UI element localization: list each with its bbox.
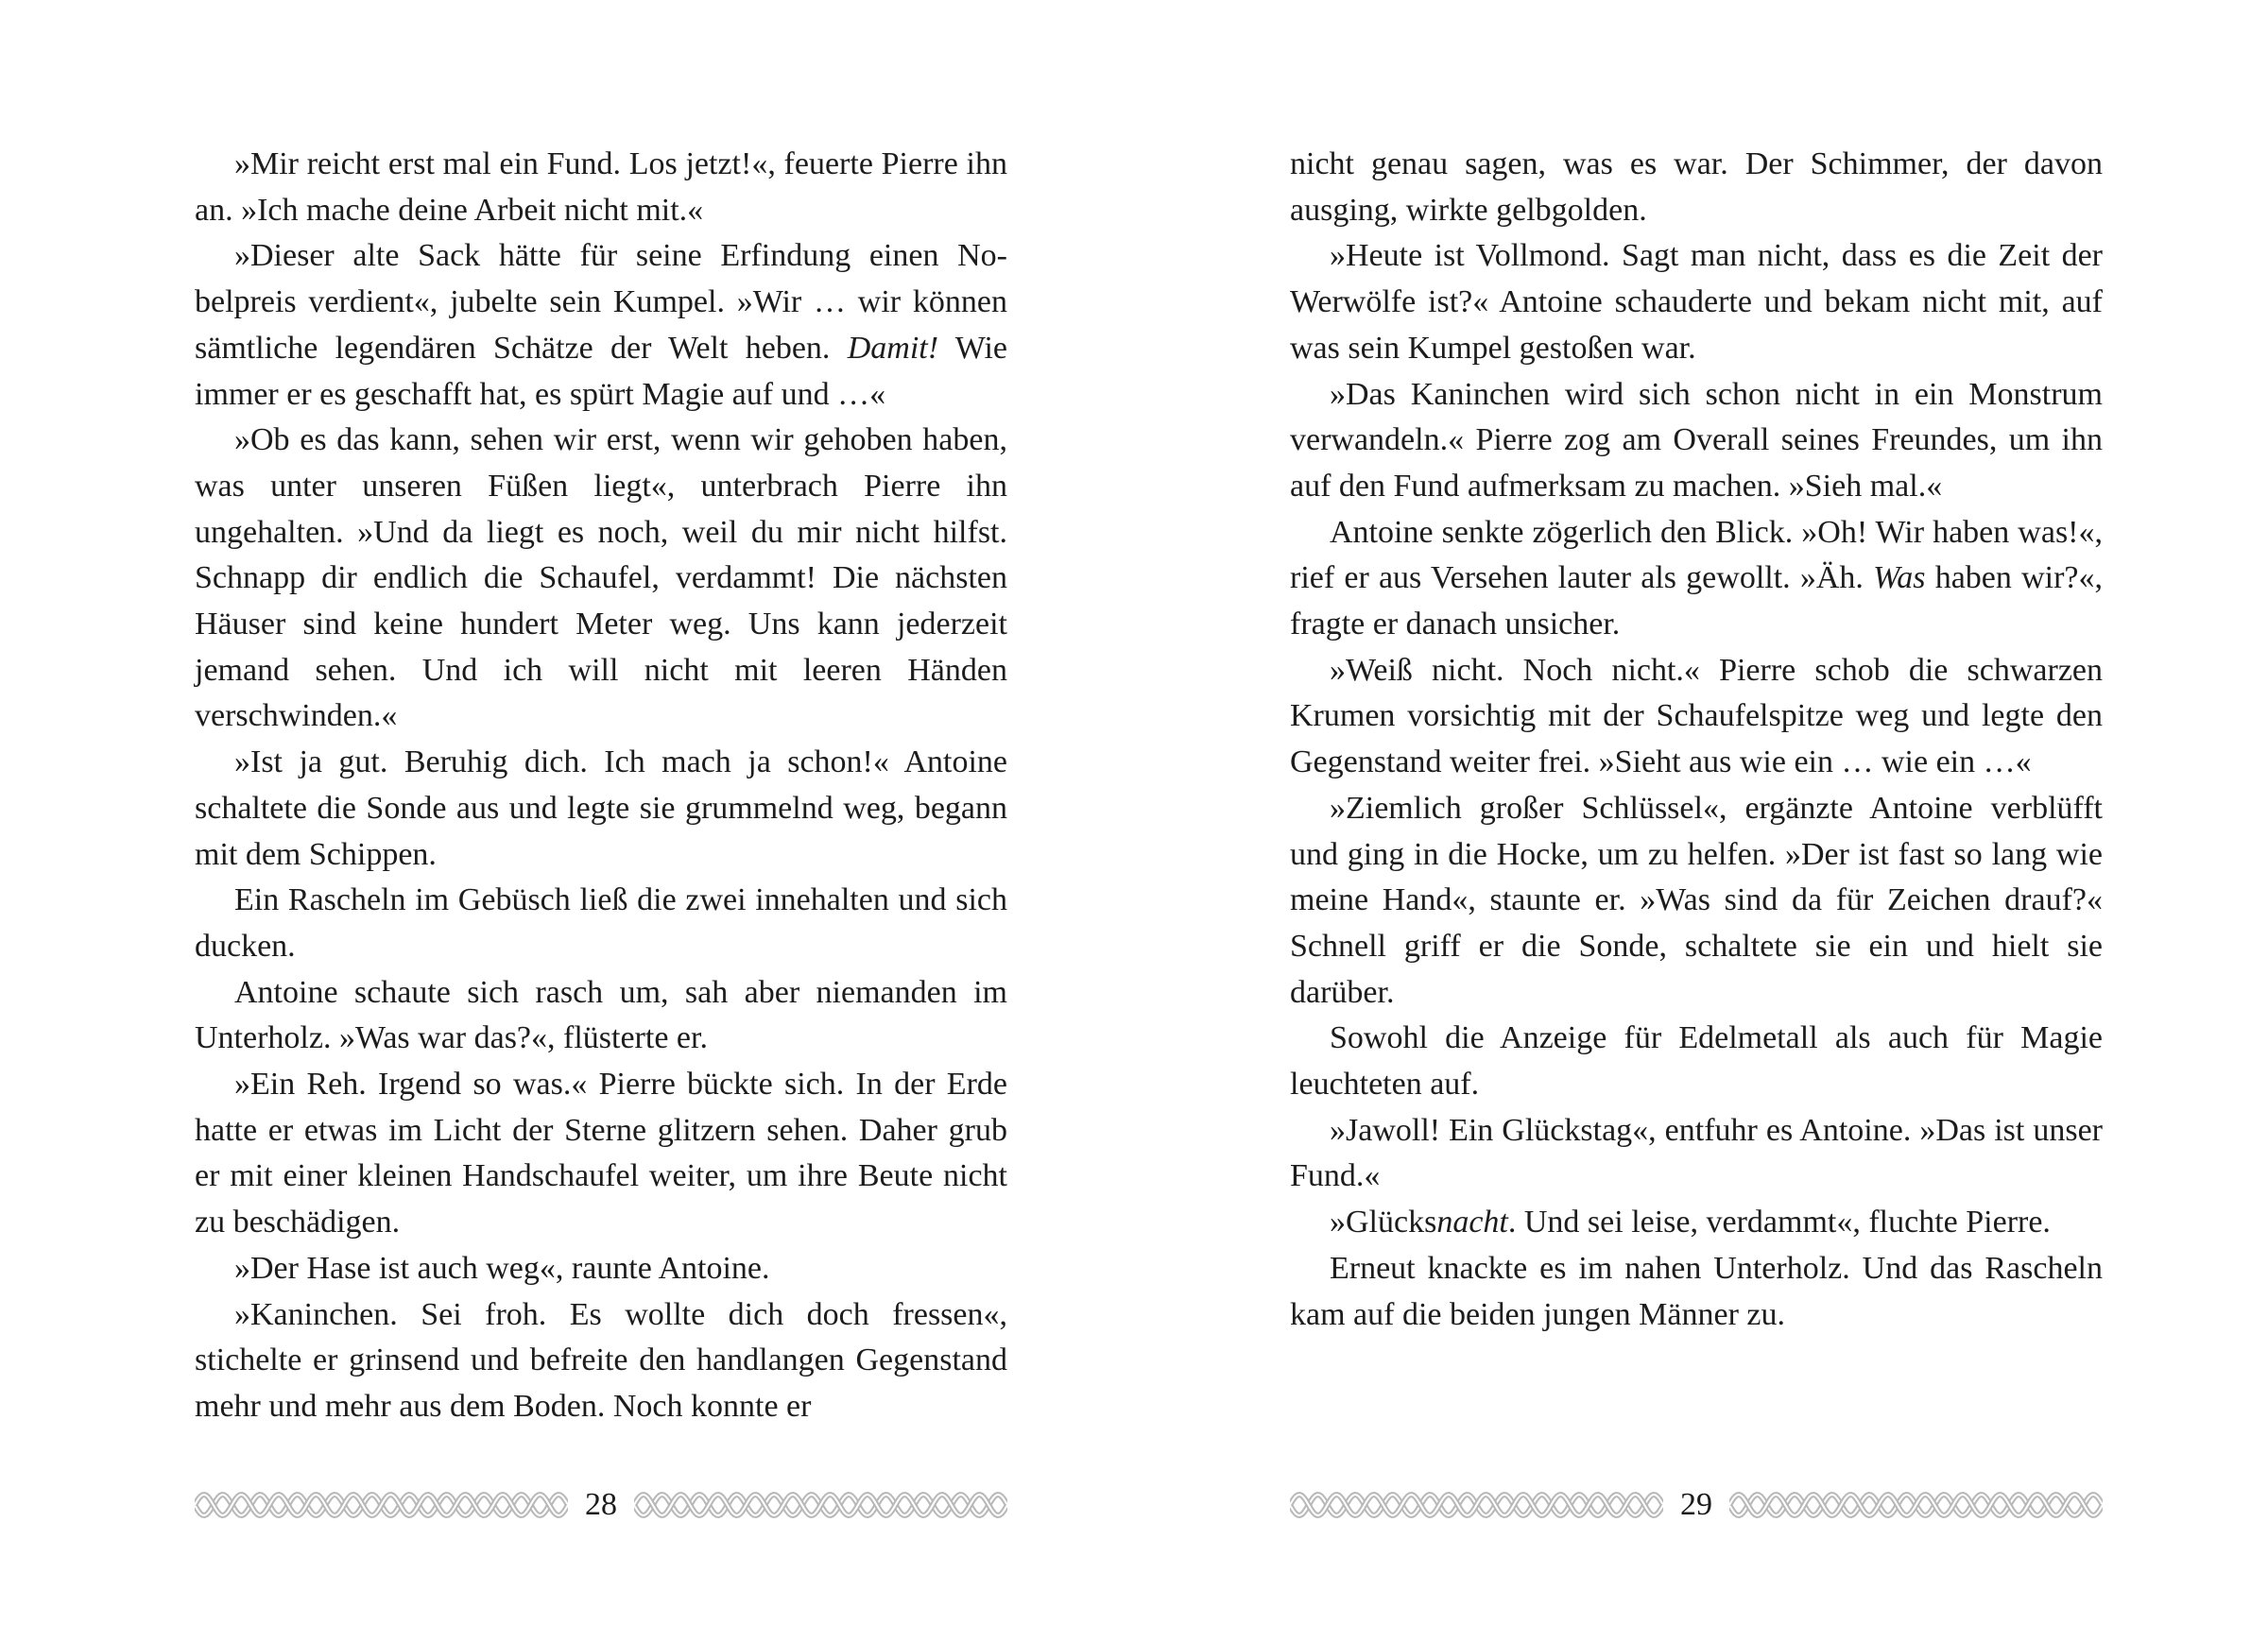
left-page-text (195, 142, 1007, 1430)
paragraph (1290, 786, 2103, 1017)
right-page-footer (1290, 1479, 2103, 1531)
left-page-footer (195, 1479, 1007, 1531)
right-page-text (1290, 142, 2103, 1338)
italic-text: nacht (1436, 1205, 1508, 1240)
text-run: Erneut knackte es im nahen Unterholz. Und das Rascheln kam auf die beiden jungen Männer zu. (1290, 1250, 2103, 1332)
page-number-left: 28 (585, 1487, 617, 1522)
paragraph (195, 418, 1007, 740)
paragraph (195, 740, 1007, 878)
paragraph (195, 1062, 1007, 1246)
text-run: »Heute ist Vollmond. Sagt man nicht, dass es die Zeit der Werwölfe ist?« Antoine schauderte und bekam nicht mit, auf was sein Kumpel gestoßen war. (1290, 238, 2103, 366)
text-run: »Weiß nicht. Noch nicht.« Pierre schob die schwarzen Krumen vorsichtig mit der Schaufelspitze weg und legte den Gegenstand weiter frei. »Sieht aus wie ein … wie ein …« (1290, 652, 2103, 780)
paragraph (1290, 233, 2103, 371)
braided-ornament-icon (1290, 1486, 1663, 1524)
text-run: Antoine schaute sich rasch um, sah aber niemanden im Unterholz. »Was war das?«, flüsterte er. (195, 974, 1007, 1056)
text-run: »Mir reicht erst mal ein Fund. Los jetzt!«, feuerte Pierre ihn an. »Ich mache deine Arbeit nicht mit.« (195, 146, 1007, 228)
paragraph (195, 1246, 1007, 1292)
text-run: »Dieser alte Sack hätte für seine Erfindung einen Nobelpreis verdient«, jubelte sein Kumpel. »Wir … wir können sämtliche legendären Schätze der Welt heben. (195, 238, 1007, 366)
paragraph (195, 142, 1007, 233)
text-run: »Glücks (1330, 1205, 1437, 1240)
text-run: . Und sei leise, verdammt«, fluchte Pierre. (1507, 1205, 2051, 1240)
text-run: Wie immer er es geschafft hat, es spürt Magie auf und …« (195, 330, 1007, 412)
paragraph (1290, 372, 2103, 510)
paragraph (1290, 1108, 2103, 1200)
page-number-right: 29 (1680, 1487, 1712, 1522)
paragraph (195, 970, 1007, 1062)
paragraph (1290, 648, 2103, 786)
paragraph (1290, 1200, 2103, 1246)
paragraph (1290, 1016, 2103, 1107)
text-run: »Der Hase ist auch weg«, raunte Antoine. (234, 1250, 770, 1286)
text-run: »Kaninchen. Sei froh. Es wollte dich doch fressen«, stichelte er grinsend und befreite den handlangen Gegenstand mehr und mehr aus dem Boden. Noch konnte er (195, 1296, 1007, 1424)
text-run: »Das Kaninchen wird sich schon nicht in ein Monstrum verwandeln.« Pierre zog am Overall seines Freundes, um ihn auf den Fund aufmerksam zu machen. »Sieh mal.« (1290, 376, 2103, 504)
paragraph (1290, 142, 2103, 233)
text-run: Ein Rascheln im Gebüsch ließ die zwei innehalten und sich ducken. (195, 882, 1007, 964)
italic-text: Was (1873, 560, 1926, 596)
paragraph (1290, 1246, 2103, 1338)
braided-ornament-icon (634, 1486, 1007, 1524)
paragraph (195, 233, 1007, 418)
paragraph (195, 878, 1007, 969)
text-run: »Ist ja gut. Beruhig dich. Ich mach ja schon!« Antoine schaltete die Sonde aus und legte sie grummelnd weg, begann mit dem Schippen. (195, 744, 1007, 872)
braided-ornament-icon (195, 1486, 568, 1524)
braided-ornament-icon (1729, 1486, 2103, 1524)
paragraph (1290, 510, 2103, 648)
text-run: Antoine senkte zögerlich den Blick. »Oh! Wir haben was!«, rief er aus Versehen lauter als gewollt. »Äh. (1290, 514, 2103, 596)
text-run: »Ob es das kann, sehen wir erst, wenn wir gehoben haben, was unter unseren Füßen liegt«, unterbrach Pierre ihn ungehalten. »Und da liegt es noch, weil du mir nicht hilfst. Schnapp dir endlich die Schaufel, verdammt! Die nächsten Häuser sind keine hundert Meter weg. Uns kann jederzeit jemand sehen. Und ich will nicht mit leeren Händen verschwinden.« (195, 422, 1007, 734)
text-run: Sowohl die Anzeige für Edelmetall als auch für Magie leuchteten auf. (1290, 1020, 2103, 1103)
paragraph (195, 1292, 1007, 1430)
text-run: »Ein Reh. Irgend so was.« Pierre bückte sich. In der Erde hatte er etwas im Licht der Sterne glitzern sehen. Daher grub er mit einer kleinen Handschaufel weiter, um ihre Beute nicht zu beschädigen. (195, 1067, 1007, 1240)
text-run: nicht genau sagen, was es war. Der Schimmer, der davon ausging, wirkte gelbgolden. (1290, 146, 2103, 228)
italic-text: Damit! (847, 330, 939, 366)
text-run: »Jawoll! Ein Glückstag«, entfuhr es Antoine. »Das ist unser Fund.« (1290, 1112, 2103, 1194)
text-run: haben wir?«, fragte er danach unsicher. (1290, 560, 2103, 642)
text-run: »Ziemlich großer Schlüssel«, ergänzte Antoine verblüfft und ging in die Hocke, um zu helfen. »Der ist fast so lang wie meine Hand«, staunte er. »Was sind da für Zeichen drauf?« Schnell griff er die Sonde, schaltete sie ein und hielt sie darüber. (1290, 790, 2103, 1010)
